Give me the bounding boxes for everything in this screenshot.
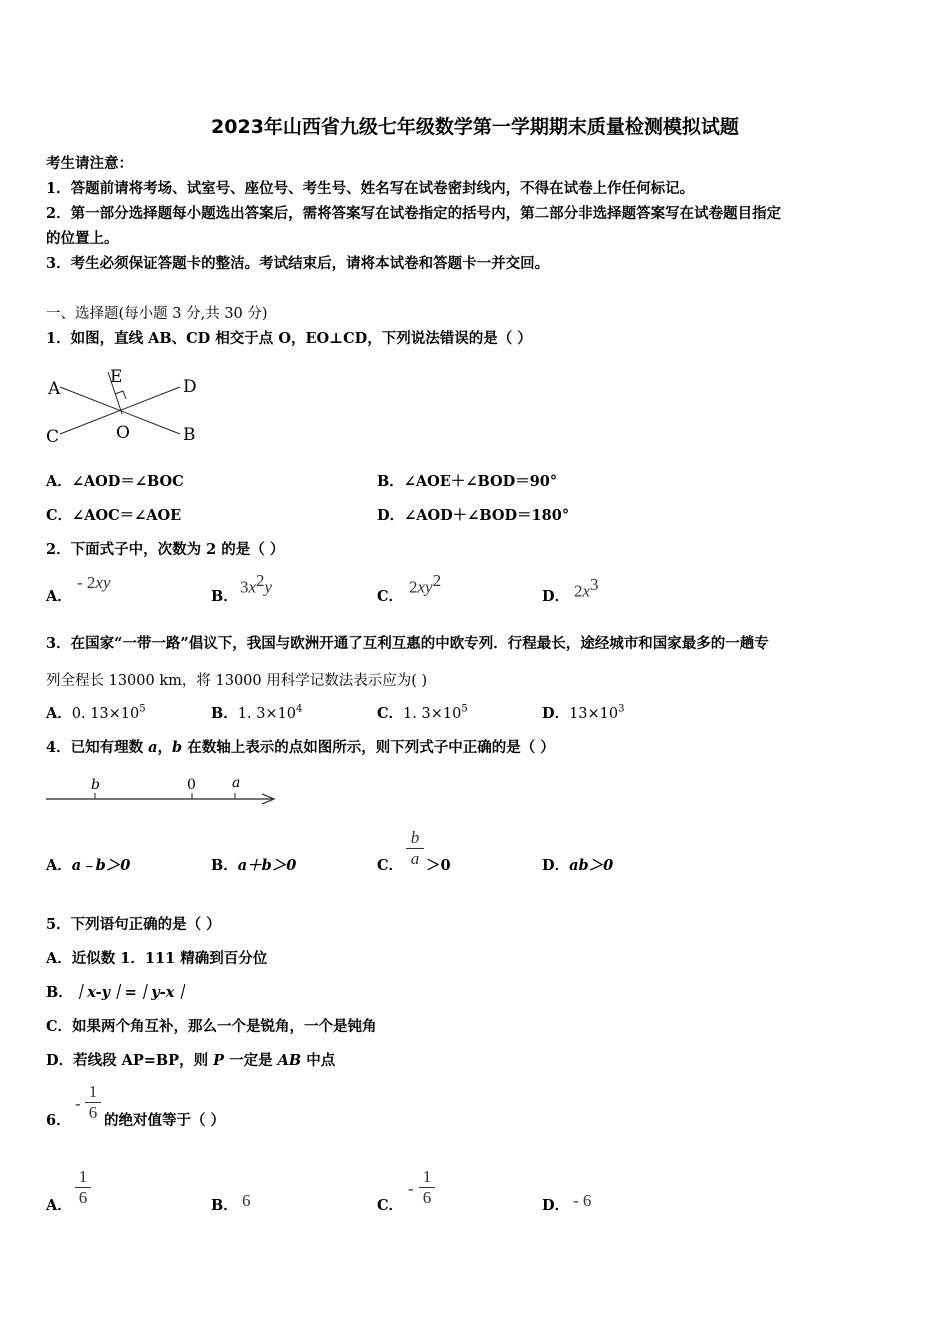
q3-option-c[interactable]: C．1. $3\times 10^5$ xyxy=(377,703,468,722)
q6-option-d-label[interactable]: D． xyxy=(542,1197,570,1214)
notice-line-2b: 的位置上。 xyxy=(46,230,119,247)
q4-option-c-fraction[interactable]: b a xyxy=(406,828,424,869)
q6-option-a-fraction[interactable]: 1 6 xyxy=(75,1167,91,1208)
notice-line-2a: 2．第一部分选择题每小题选出答案后，需将答案写在试卷指定的括号内，第二部分非选择题答案写在试卷题目指定 xyxy=(46,205,782,222)
label-o: O xyxy=(116,423,130,443)
q5-stem: 5．下列语句正确的是（ ） xyxy=(46,916,221,933)
q2-option-d-expr[interactable]: $2x^3$ xyxy=(574,575,599,601)
page-title: 2023年山西省九级七年级数学第一学期期末质量检测模拟试题 xyxy=(211,116,739,138)
q6-option-c-negative-sign[interactable]: - xyxy=(408,1179,414,1198)
q1-option-a[interactable]: A．∠AOD＝∠BOC xyxy=(46,473,184,490)
q5-option-c[interactable]: C．如果两个角互补，那么一个是锐角，一个是钝角 xyxy=(46,1018,377,1035)
q6-option-b-label[interactable]: B． xyxy=(211,1197,238,1214)
number-line xyxy=(40,770,280,810)
q3-stem-line-1: 3．在国家“一带一路”倡议下，我国与欧洲开通了互利互惠的中欧专列．行程最长，途经城市和国家最多的一趟专 xyxy=(46,635,769,652)
q1-option-b[interactable]: B．∠AOE＋∠BOD＝90° xyxy=(377,473,558,490)
q4-option-d[interactable]: D．ab＞0 xyxy=(542,857,614,874)
q5-option-b[interactable]: B．｜x-y｜=｜y-x｜ xyxy=(46,984,189,1001)
q6-option-c-fraction[interactable]: 1 6 xyxy=(419,1167,435,1208)
q2-option-a-label[interactable]: A． xyxy=(46,588,72,605)
q6-negative-sign: - xyxy=(75,1094,81,1113)
axis-label-a: a xyxy=(232,775,241,791)
q3-option-a[interactable]: A．0. $13\times 10^5$ xyxy=(46,703,146,722)
q1-option-c[interactable]: C．∠AOC＝∠AOE xyxy=(46,507,182,524)
label-c: C xyxy=(46,427,60,447)
axis-label-b: b xyxy=(91,777,100,793)
notice-line-1: 1．答题前请将考场、试室号、座位号、考生号、姓名写在试卷密封线内，不得在试卷上作任何标记。 xyxy=(46,180,695,197)
q3-stem-line-2: 列全程长 13000 km，将 13000 用科学记数法表示应为( ) xyxy=(46,673,428,689)
q4-option-c-tail[interactable]: ＞0 xyxy=(426,857,451,874)
q5-option-a[interactable]: A．近似数 1．111 精确到百分位 xyxy=(46,950,268,967)
q2-option-c-label[interactable]: C． xyxy=(377,588,404,605)
q2-option-c-expr[interactable]: $2xy^2$ xyxy=(409,571,442,597)
notice-heading: 考生请注意： xyxy=(46,155,133,172)
q6-fraction: 1 6 xyxy=(85,1082,101,1123)
q3-option-b[interactable]: B．1. $3\times 10^4$ xyxy=(211,703,303,722)
label-d: D xyxy=(183,377,197,397)
q2-option-a-expr[interactable]: - 2xy xyxy=(77,573,111,592)
q5-option-d[interactable]: D．若线段 AP=BP，则 P 一定是 AB 中点 xyxy=(46,1052,336,1069)
q2-option-d-label[interactable]: D． xyxy=(542,588,570,605)
label-a: A xyxy=(48,379,61,399)
q4-option-c-label[interactable]: C． xyxy=(377,857,404,874)
q6-label: 6． xyxy=(46,1112,71,1129)
q4-stem: 4．已知有理数 a，b 在数轴上表示的点如图所示，则下列式子中正确的是（ ） xyxy=(46,739,555,756)
q1-figure xyxy=(40,362,220,452)
q2-option-b-label[interactable]: B． xyxy=(211,588,238,605)
q2-option-b-expr[interactable]: $3x^2y$ xyxy=(240,571,273,597)
label-e: E xyxy=(110,367,123,387)
q4-option-a[interactable]: A．a﹣b＞0 xyxy=(46,857,131,874)
q1-stem: 1．如图，直线 AB、CD 相交于点 O，EO⊥CD，下列说法错误的是（ ） xyxy=(46,330,532,347)
notice-line-3: 3．考生必须保证答题卡的整洁。考试结束后，请将本试卷和答题卡一并交回。 xyxy=(46,255,550,272)
q3-option-d[interactable]: D．$13\times 10^3$ xyxy=(542,703,625,722)
q6-option-a-label[interactable]: A． xyxy=(46,1197,72,1214)
label-b: B xyxy=(183,425,196,445)
axis-label-zero: 0 xyxy=(187,777,196,793)
q1-option-d[interactable]: D．∠AOD＋∠BOD＝180° xyxy=(377,507,570,524)
q4-option-b[interactable]: B．a＋b＞0 xyxy=(211,857,297,874)
q6-option-d-value[interactable]: - 6 xyxy=(573,1191,592,1210)
q6-option-c-label[interactable]: C． xyxy=(377,1197,404,1214)
section-heading: 一、选择题(每小题 3 分,共 30 分) xyxy=(46,306,268,322)
q6-option-b-value[interactable]: 6 xyxy=(242,1191,251,1210)
q2-stem: 2．下面式子中，次数为 2 的是（ ） xyxy=(46,541,285,558)
q6-stem: 的绝对值等于（ ） xyxy=(104,1112,226,1129)
